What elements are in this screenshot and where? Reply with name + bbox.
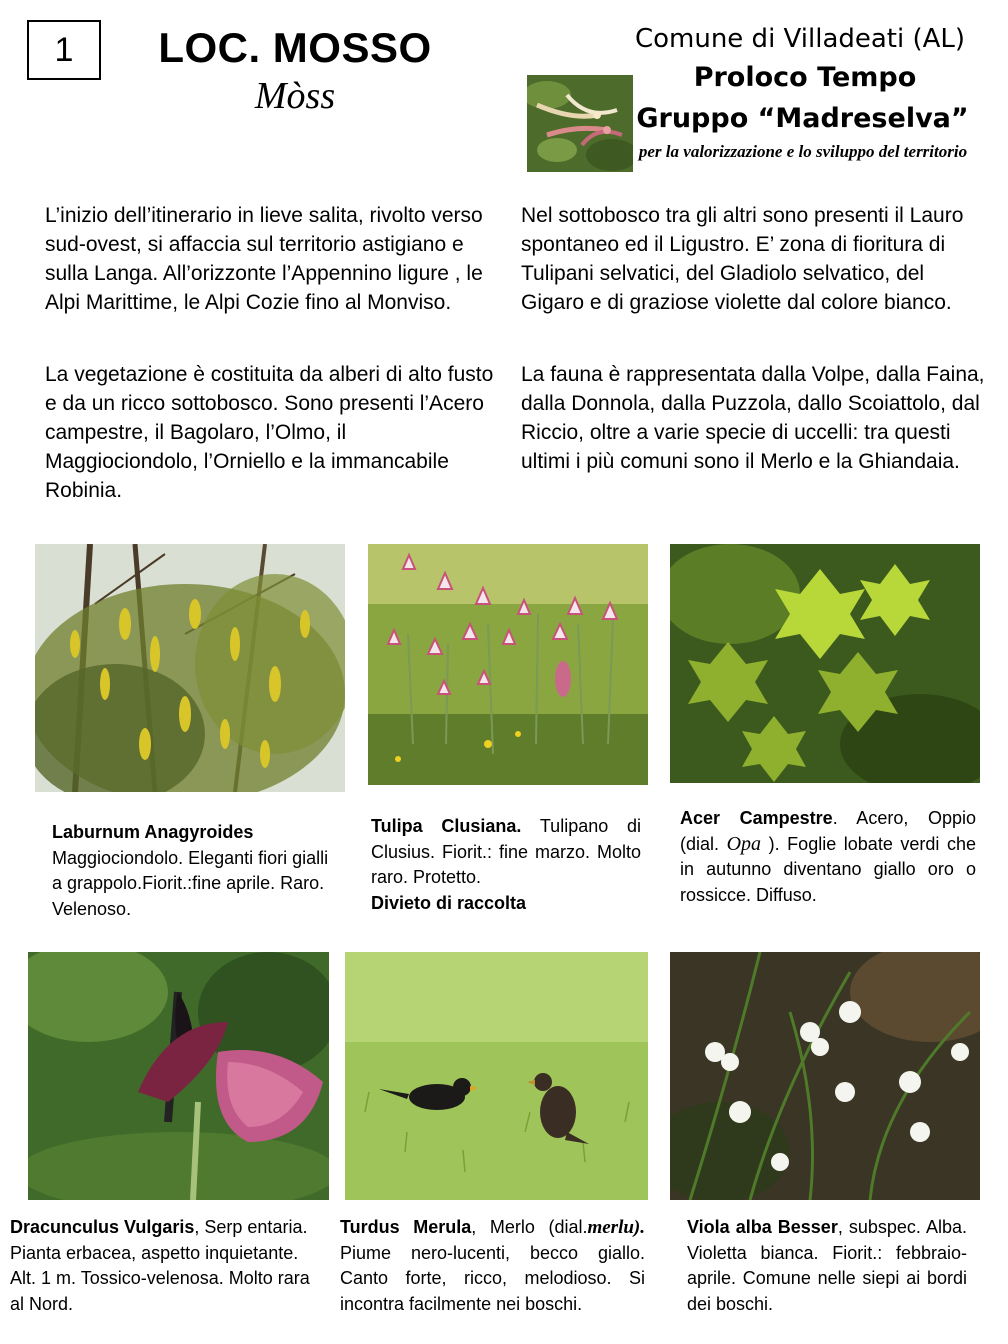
acer-photo [670, 544, 980, 783]
page-title: LOC. MOSSO [158, 24, 432, 71]
laburnum-photo [35, 544, 345, 792]
merlo-dialect: merlu). [587, 1217, 645, 1238]
intro-left-paragraph-2: La vegetazione è costituita da alberi di alto fusto e da un ricco sottobosco. Sono presenti l’Acero campestre, il Bagolaro, l’Olmo, il Maggiociondolo, l’Orniello e la immancabile Robinia. [45, 363, 494, 502]
merlo-caption [340, 1215, 645, 1317]
viola-photo [670, 952, 980, 1200]
laburnum-text: Maggiociondolo. Eleganti fiori gialli a grappolo.Fiorit.:fine aprile. Raro. Velenoso. [52, 847, 329, 919]
acer-dialect: Opa [726, 832, 762, 855]
dracunculus-text: , Serp entaria. Pianta erbacea, aspetto inquietante. Alt. 1 m. Tossico-velenosa. Molto rara al Nord. [10, 1217, 310, 1314]
viola-text: , subspec. Alba. Violetta bianca. Fiorit.: febbraio-aprile. Comune nelle siepi ai bordi dei boschi. [687, 1217, 967, 1314]
dialect-name: Mòss [254, 75, 336, 117]
acer-name: Acer Campestre [680, 808, 833, 828]
merlo-name: Turdus Merula [340, 1217, 472, 1237]
dracunculus-photo [28, 952, 329, 1200]
dracunculus-caption [10, 1215, 320, 1317]
tagline: per la valorizzazione e lo sviluppo del territorio [638, 142, 968, 161]
intro-right-paragraph-1: Nel sottobosco tra gli altri sono presenti il Lauro spontaneo ed il Ligustro. E’ zona di fioritura di Tulipani selvatici, del Gladiolo selvatico, del Gigaro e di graziose violette dal colore bianco. [521, 204, 964, 314]
intro-left-paragraph-1: L’inizio dell’itinerario in lieve salita, rivolto verso sud-ovest, si affaccia sul territorio astigiano e sulla Langa. All’orizzonte l’Appennino ligure , le Alpi Marittime, le Alpi Cozie fino al Monviso. [45, 204, 483, 314]
proloco-label: Proloco Tempo [693, 62, 917, 93]
comune-label: Comune di Villadeati (AL) [634, 24, 966, 54]
laburnum-caption [52, 820, 334, 922]
merlo-photo [345, 952, 648, 1200]
tulip-note: Divieto di raccolta [371, 892, 527, 913]
tulip-text: Tulipano di Clusius. Fiorit.: fine marzo. Molto raro. Protetto. [371, 816, 641, 887]
acer-text-after: ). Foglie lobate verdi che in autunno diventano giallo oro o rossicce. Diffuso. [680, 833, 977, 905]
page-number: 1 [27, 20, 101, 80]
laburnum-name: Laburnum Anagyroides [52, 822, 254, 842]
acer-text-before: . Acero, Oppio (dial. [680, 808, 976, 854]
merlo-text-after: Piume nero-lucenti, becco giallo. Canto forte, ricco, melodioso. Si incontra facilmente nei boschi. [340, 1242, 645, 1314]
gruppo-label: Gruppo “Madreselva” [636, 103, 969, 134]
tulip-caption [371, 814, 641, 916]
intro-right-paragraph-2: La fauna è rappresentata dalla Volpe, dalla Faina, dalla Donnola, dalla Puzzola, dallo Scoiattolo, dal Riccio, oltre a varie specie di uccelli: tra questi ultimi i più comuni sono il Merlo e la Ghiandaia. [521, 363, 985, 473]
merlo-text-before: , Merlo (dial. [471, 1217, 588, 1237]
dracunculus-name: Dracunculus Vulgaris [10, 1217, 195, 1237]
tulip-photo [368, 544, 648, 785]
acer-caption [680, 806, 976, 908]
viola-caption [687, 1215, 967, 1317]
tulip-name: Tulipa Clusiana. [371, 816, 522, 836]
honeysuckle-logo [527, 75, 633, 172]
viola-name: Viola alba Besser [687, 1217, 838, 1237]
